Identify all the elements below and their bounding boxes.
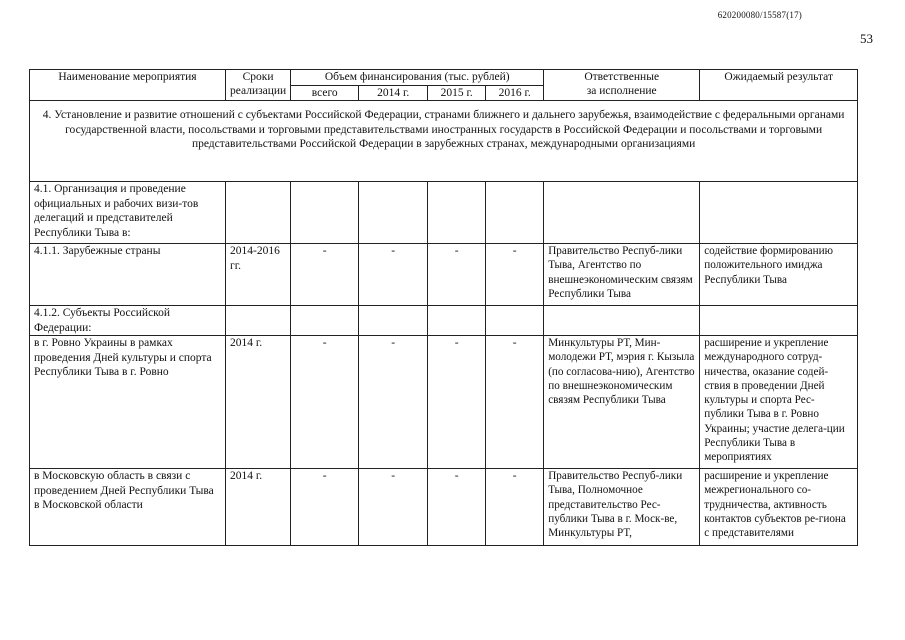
row-total: - [291,469,359,546]
table-row [30,244,858,306]
row-2016: - [486,244,544,306]
table-row [30,336,858,469]
row-responsible: Минкультуры РТ, Мин-молодежи РТ, мэрия г. Кызыла (по согласова-нию), Агентство по внешнеэкономическим связям Республики Тыва [544,336,700,469]
row-2015: - [428,244,486,306]
document-code: 620200080/15587(17) [717,10,802,20]
col-header-2015: 2015 г. [428,85,486,101]
header-row-1 [30,70,858,86]
col-header-term [226,70,291,101]
row-result [700,306,858,336]
row-result [700,182,858,244]
col-header-responsible-line1: Ответственные [584,71,660,83]
row-name: в г. Ровно Украины в рамках проведения Дней культуры и спорта Республики Тыва в г. Ровно [30,336,226,469]
row-2014 [359,182,428,244]
row-responsible [544,182,700,244]
row-2016: - [486,469,544,546]
col-header-term-line1: Сроки [242,71,274,83]
section-title: 4. Установление и развитие отношений с субъектами Российской Федерации, странами ближнего и дальнего зарубежья, взаимодействие с федеральными органами государственной власти, посольствами и торговыми представительствами иностранных государств в Российской Федерации и посольствами и торговыми представительствами Российской Федерации в зарубежных странах, международными организациями [30,101,858,182]
row-term [226,182,291,244]
col-header-funding: Объем финансирования (тыс. рублей) [291,70,544,86]
row-2014 [359,306,428,336]
section-row [30,101,858,182]
col-header-2016: 2016 г. [486,85,544,101]
row-responsible [544,306,700,336]
col-header-term-line2: реализации [230,85,287,97]
row-responsible: Правительство Респуб-лики Тыва, Агентство по внешнеэкономическим связям Республики Тыва [544,244,700,306]
events-table [29,69,858,546]
row-total: - [291,244,359,306]
row-2014: - [359,469,428,546]
table-row [30,306,858,336]
row-term: 2014-2016 гг. [226,244,291,306]
row-total: - [291,336,359,469]
col-header-result: Ожидаемый результат [700,70,858,101]
col-header-responsible [544,70,700,101]
table-row [30,469,858,546]
col-header-total: всего [291,85,359,101]
row-2016 [486,306,544,336]
col-header-2014: 2014 г. [359,85,428,101]
row-term: 2014 г. [226,336,291,469]
page-number: 53 [860,31,873,46]
row-2014: - [359,244,428,306]
row-2015: - [428,336,486,469]
row-name: 4.1.1. Зарубежные страны [30,244,226,306]
col-header-name: Наименование мероприятия [30,70,226,101]
row-result: содействие формированию положительного имиджа Республики Тыва [700,244,858,306]
row-2015 [428,306,486,336]
row-2015 [428,182,486,244]
row-term [226,306,291,336]
row-result: расширение и укрепление межрегионального со-трудничества, активность контактов субъектов ре-гиона с представителями [700,469,858,546]
row-total [291,182,359,244]
row-name: 4.1. Организация и проведение официальных и рабочих визи-тов делегаций и представителей Республики Тыва в: [30,182,226,244]
row-name: 4.1.2. Субъекты Российской Федерации: [30,306,226,336]
row-2015: - [428,469,486,546]
row-term: 2014 г. [226,469,291,546]
row-result: расширение и укрепление международного сотруд-ничества, оказание содей-ствия в проведении Дней культуры и спорта Рес-публики Тыва в г. Ровно Украины; участие делега-ции Республики Тыва в мероприятиях [700,336,858,469]
row-name: в Московскую область в связи с проведением Дней Республики Тыва в Московской области [30,469,226,546]
row-2016 [486,182,544,244]
table-row [30,182,858,244]
row-total [291,306,359,336]
col-header-responsible-line2: за исполнение [586,85,657,97]
row-2016: - [486,336,544,469]
row-responsible: Правительство Респуб-лики Тыва, Полномочное представительство Рес-публики Тыва в г. Моск-ве, Минкультуры РТ, [544,469,700,546]
row-2014: - [359,336,428,469]
